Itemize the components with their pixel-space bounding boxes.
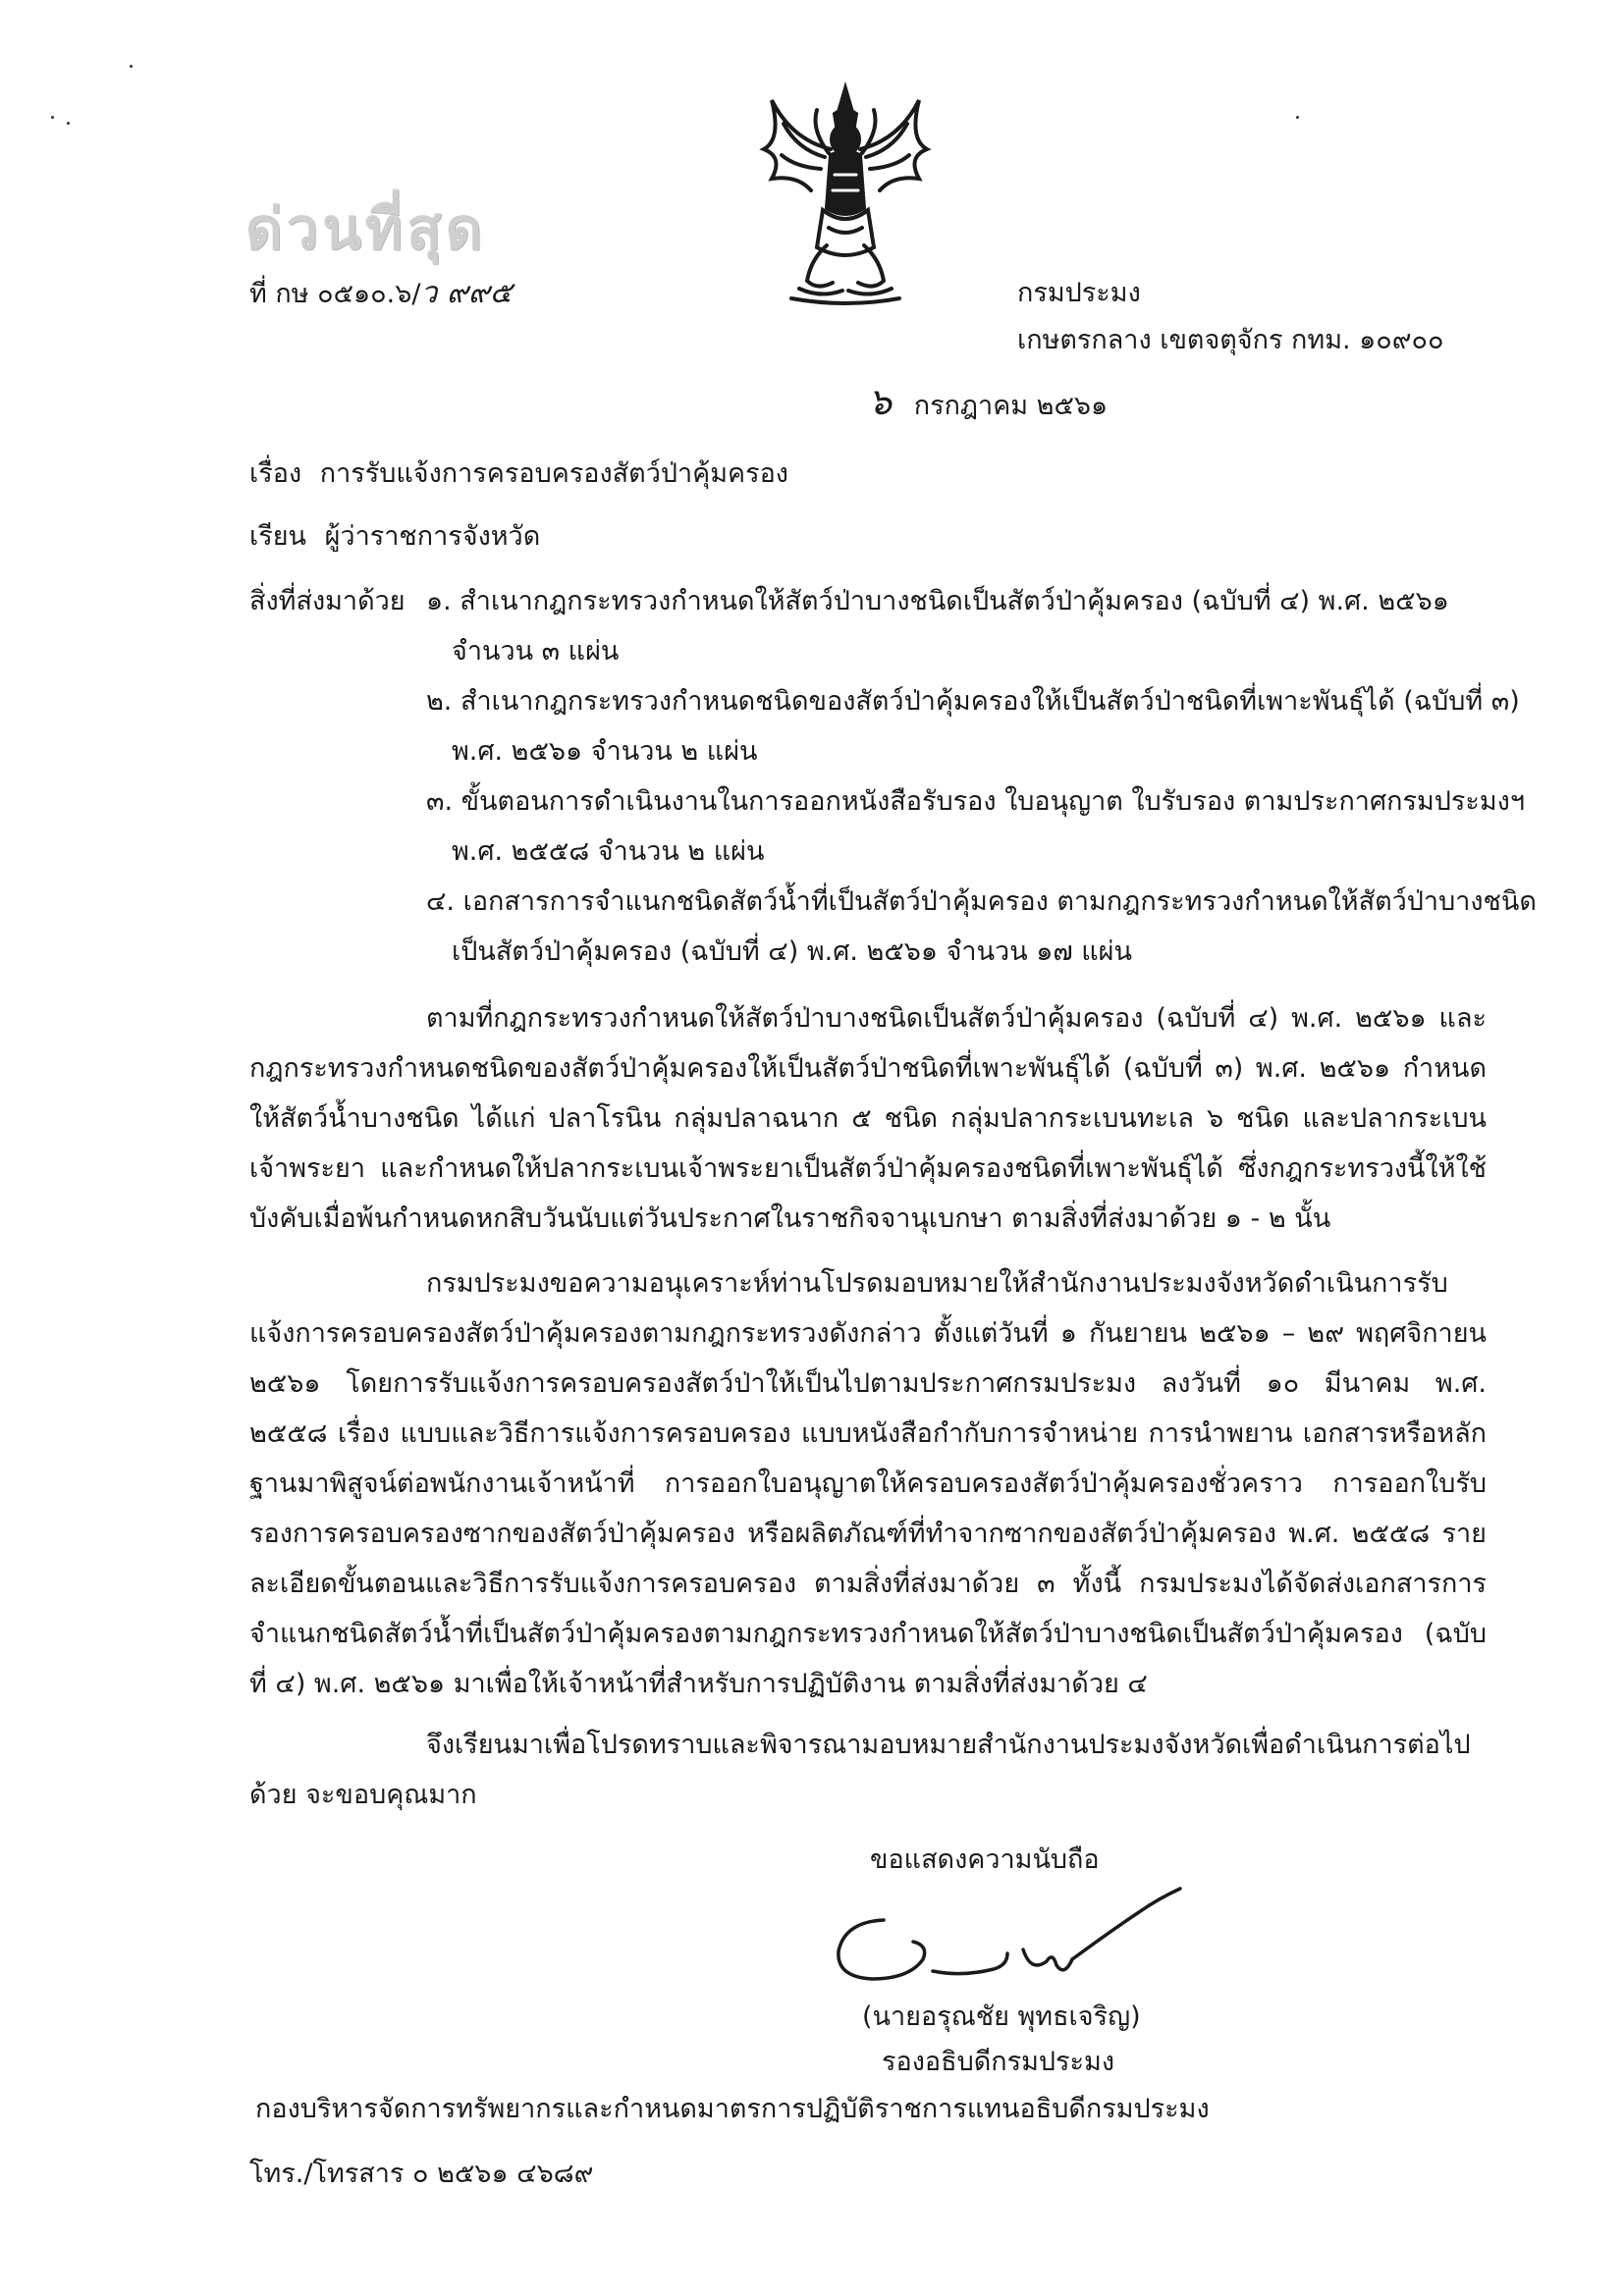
document-number-handwritten: ว ๙๙๕ xyxy=(420,276,513,310)
urgent-stamp: ด่วนที่สุด xyxy=(245,195,487,262)
scan-speck xyxy=(130,65,133,68)
body-paragraph-1: ตามที่กฎกระทรวงกำหนดให้สัตว์ป่าบางชนิดเป็นสัตว์ป่าคุ้มครอง (ฉบับที่ ๔) พ.ศ. ๒๕๖๑ และกฎกระทรวงกำหนดชนิดของสัตว์ป่าคุ้มครองให้เป็นสัตว์ป่าชนิดที่เพาะพันธุ์ได้ (ฉบับที่ ๓) พ.ศ. ๒๕๖๑ กำหนดให้สัตว์น้ำบางชนิด ได้แก่ ปลาโรนิน กลุ่มปลาฉนาก ๕ ชนิด กลุ่มปลากระเบนทะเล ๖ ชนิด และปลากระเบนเจ้าพระยา และกำหนดให้ปลากระเบนเจ้าพระยาเป็นสัตว์ป่าคุ้มครองชนิดที่เพาะพันธุ์ได้ ซึ่งกฎกระทรวงนี้ให้ใช้บังคับเมื่อพ้นกำหนดหกสิบวันนับแต่วันประกาศในราชกิจจานุเบกษา ตามสิ่งที่ส่งมาด้วย ๑ - ๒ นั้น xyxy=(249,1003,1487,1234)
document-number-prefix: ที่ กษ ๐๕๑๐.๖/ xyxy=(249,279,421,309)
date-day-handwritten: ๖ xyxy=(868,380,893,423)
signer-acting-title: ปฏิบัติราชการแทนอธิบดีกรมประมง xyxy=(805,2094,1210,2124)
enclosure-item-3-line1: ๓. ขั้นตอนการดำเนินงานในการออกหนังสือรับรอง ใบอนุญาต ใบรับรอง ตามประกาศกรมประมงฯ xyxy=(426,786,1526,817)
closing-regards: ขอแสดงความนับถือ xyxy=(870,1844,1100,1875)
body-paragraph-2: กรมประมงขอความอนุเคราะห์ท่านโปรดมอบหมายให้สำนักงานประมงจังหวัดดำเนินการรับแจ้งการครอบครองสัตว์ป่าคุ้มครองตามกฎกระทรวงดังกล่าว ตั้งแต่วันที่ ๑ กันยายน ๒๕๖๑ – ๒๙ พฤศจิกายน ๒๕๖๑ โดยการรับแจ้งการครอบครองสัตว์ป่าให้เป็นไปตามประกาศกรมประมง ลงวันที่ ๑๐ มีนาคม พ.ศ. ๒๕๕๘ เรื่อง แบบและวิธีการแจ้งการครอบครอง แบบหนังสือกำกับการจำหน่าย การนำพยาน เอกสารหรือหลักฐานมาพิสูจน์ต่อพนักงานเจ้าหน้าที่ การออกใบอนุญาตให้ครอบครองสัตว์ป่าคุ้มครองชั่วคราว การออกใบรับรองการครอบครองซากของสัตว์ป่าคุ้มครอง หรือผลิตภัณฑ์ที่ทำจากซากของสัตว์ป่าคุ้มครอง พ.ศ. ๒๕๕๘ รายละเอียดขั้นตอนและวิธีการรับแจ้งการครอบครอง ตามสิ่งที่ส่งมาด้วย ๓ ทั้งนี้ กรมประมงได้จัดส่งเอกสารการจำแนกชนิดสัตว์น้ำที่เป็นสัตว์ป่าคุ้มครองตามกฎกระทรวงกำหนดให้สัตว์ป่าบางชนิดเป็นสัตว์ป่าคุ้มครอง (ฉบับที่ ๔) พ.ศ. ๒๕๖๑ มาเพื่อให้เจ้าหน้าที่สำหรับการปฏิบัติงาน ตามสิ่งที่ส่งมาด้วย ๔ xyxy=(249,1268,1487,1699)
enclosure-item-4-line1: ๔. เอกสารการจำแนกชนิดสัตว์น้ำที่เป็นสัตว์ป่าคุ้มครอง ตามกฎกระทรวงกำหนดให้สัตว์ป่าบางชนิด xyxy=(426,886,1537,917)
enclosures-label: สิ่งที่ส่งมาด้วย xyxy=(249,586,406,616)
enclosure-item-1-line2: จำนวน ๓ แผ่น xyxy=(452,636,620,667)
document-number xyxy=(249,275,513,313)
scan-speck xyxy=(67,122,70,125)
salutation-label: เรียน xyxy=(249,521,307,552)
subject-label: เรื่อง xyxy=(249,458,302,489)
organization-address: เกษตรกลาง เขตจตุจักร กทม. ๑๐๙๐๐ xyxy=(1017,325,1444,355)
footer-phone: โทร./โทรสาร ๐ ๒๕๖๑ ๔๖๘๙ xyxy=(249,2159,594,2189)
enclosure-item-4-line2: เป็นสัตว์ป่าคุ้มครอง (ฉบับที่ ๔) พ.ศ. ๒๕๖๑ จำนวน ๑๗ แผ่น xyxy=(452,936,1132,967)
handwritten-signature xyxy=(815,1883,1198,2001)
enclosure-item-2-line1: ๒. สำเนากฎกระทรวงกำหนดชนิดของสัตว์ป่าคุ้มครองให้เป็นสัตว์ป่าชนิดที่เพาะพันธุ์ได้ (ฉบับที่ ๓) xyxy=(426,686,1520,717)
salutation-line xyxy=(249,518,540,556)
organization-name: กรมประมง xyxy=(1017,278,1141,308)
signer-name: (นายอรุณชัย พุทธเจริญ) xyxy=(862,2002,1141,2032)
body-paragraph-3: จึงเรียนมาเพื่อโปรดทราบและพิจารณามอบหมายสำนักงานประมงจังหวัดเพื่อดำเนินการต่อไปด้วย จะขอบคุณมาก xyxy=(249,1730,1471,1810)
enclosure-item-3-line2: พ.ศ. ๒๕๕๘ จำนวน ๒ แผ่น xyxy=(452,836,765,867)
footer-division xyxy=(255,2091,1210,2128)
document-date xyxy=(868,380,1109,425)
subject-line xyxy=(249,455,788,493)
garuda-emblem-icon xyxy=(752,80,939,308)
subject-text: การรับแจ้งการครอบครองสัตว์ป่าคุ้มครอง xyxy=(319,458,788,489)
salutation-text: ผู้ว่าราชการจังหวัด xyxy=(324,521,541,552)
signer-title: รองอธิบดีกรมประมง xyxy=(882,2047,1115,2077)
date-month-year: กรกฎาคม ๒๕๖๑ xyxy=(913,391,1109,421)
enclosure-item-1-line1: ๑. สำเนากฎกระทรวงกำหนดให้สัตว์ป่าบางชนิดเป็นสัตว์ป่าคุ้มครอง (ฉบับที่ ๔) พ.ศ. ๒๕๖๑ xyxy=(426,586,1449,616)
scan-speck xyxy=(51,116,54,119)
footer-division-name: กองบริหารจัดการทรัพยากรและกำหนดมาตรการ xyxy=(255,2094,806,2124)
enclosure-item-2-line2: พ.ศ. ๒๕๖๑ จำนวน ๒ แผ่น xyxy=(452,736,758,767)
scan-speck xyxy=(1296,116,1299,119)
